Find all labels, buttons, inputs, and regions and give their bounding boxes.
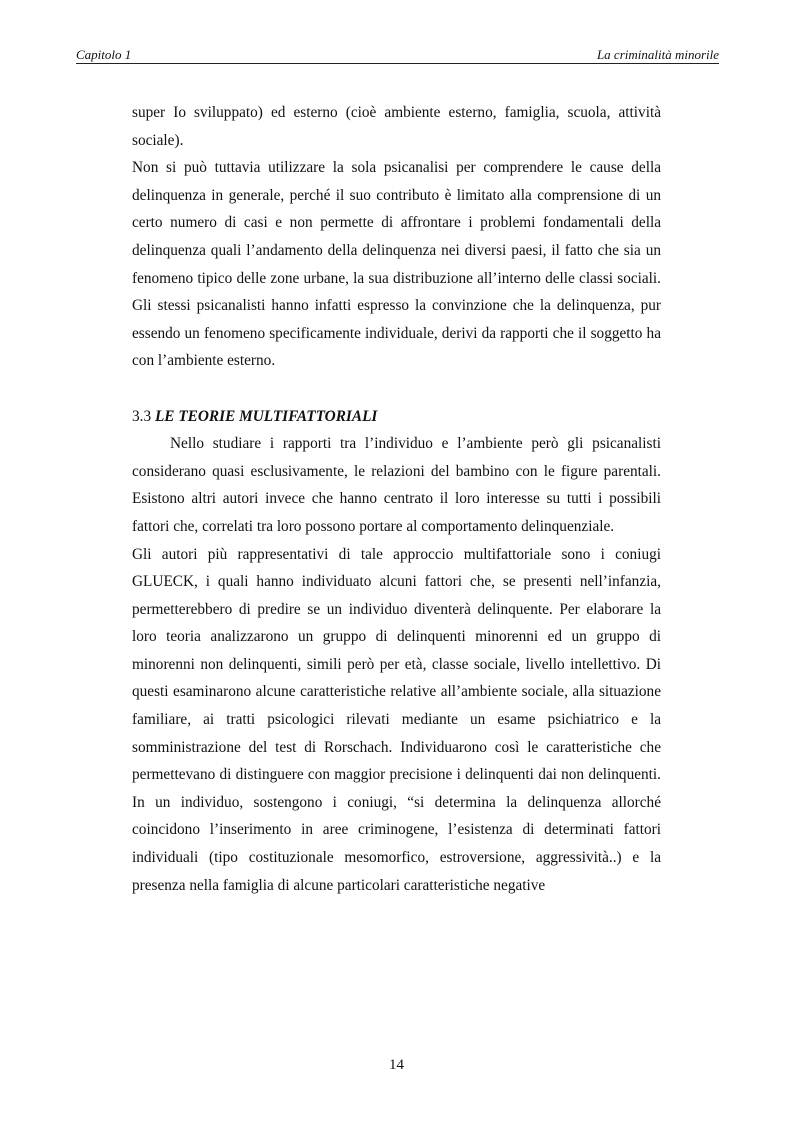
paragraph: Nello studiare i rapporti tra l’individuo e l’ambiente però gli psicanalisti considerano quasi esclusivamente, le relazioni del bambino con le figure parentali. Esistono altri autori invece che hanno centrato il loro interesse su tutti i possibili fattori che, correlati tra loro possono portare al comportamento delinquenziale. xyxy=(132,435,661,535)
main-content xyxy=(132,99,661,899)
paragraph: super Io sviluppato) ed esterno (cioè ambiente esterno, famiglia, scuola, attività sociale). xyxy=(132,104,661,149)
paragraph: Non si può tuttavia utilizzare la sola psicanalisi per comprendere le cause della delinquenza in generale, perché il suo contributo è limitato alla comprensione di un certo numero di casi e non permette di affrontare i problemi fondamentali della delinquenza quali l’andamento della delinquenza nei diversi paesi, il fatto che sia un fenomeno tipico delle zone urbane, la sua distribuzione all’interno delle classi sociali. Gli stessi psicanalisti hanno infatti espresso la convinzione che la delinquenza, pur essendo un fenomeno specificamente individuale, derivi da rapporti che il soggetto ha con l’ambiente esterno. xyxy=(132,159,661,370)
header-chapter: Capitolo 1 xyxy=(76,47,132,62)
page-number: 14 xyxy=(389,1057,404,1073)
paragraph: Gli autori più rappresentativi di tale approccio multifattoriale sono i coniugi GLUECK, i quali hanno individuato alcuni fattori che, se presenti nell’infanzia, permetterebbero di predire se un individuo diventerà delinquente. Per elaborare la loro teoria analizzarono un gruppo di delinquenti minorenni ed un gruppo di minorenni non delinquenti, simili però per età, classe sociale, livello intellettivo. Di questi esaminarono alcune caratteristiche relative all’ambiente sociale, alla situazione familiare, ai tratti psicologici rilevati mediante un esame psichiatrico e la somministrazione del test di Rorschach. Individuarono così le caratteristiche che permettevano di distinguere con maggior precisione i delinquenti dai non delinquenti. In un individuo, sostengono i coniugi, “si determina la delinquenza allorché coincidono l’inserimento in aree criminogene, l’esistenza di determinati fattori individuali (tipo costituzionale mesomorfico, estroversione, aggressività..) e la presenza nella famiglia di alcune particolari caratteristiche negative xyxy=(132,545,661,894)
page-header xyxy=(76,47,719,64)
section-title: LE TEORIE MULTIFATTORIALI xyxy=(154,407,378,425)
section-heading xyxy=(132,403,661,431)
section-number: 3.3 xyxy=(132,407,152,425)
header-topic: La criminalità minorile xyxy=(596,47,719,62)
